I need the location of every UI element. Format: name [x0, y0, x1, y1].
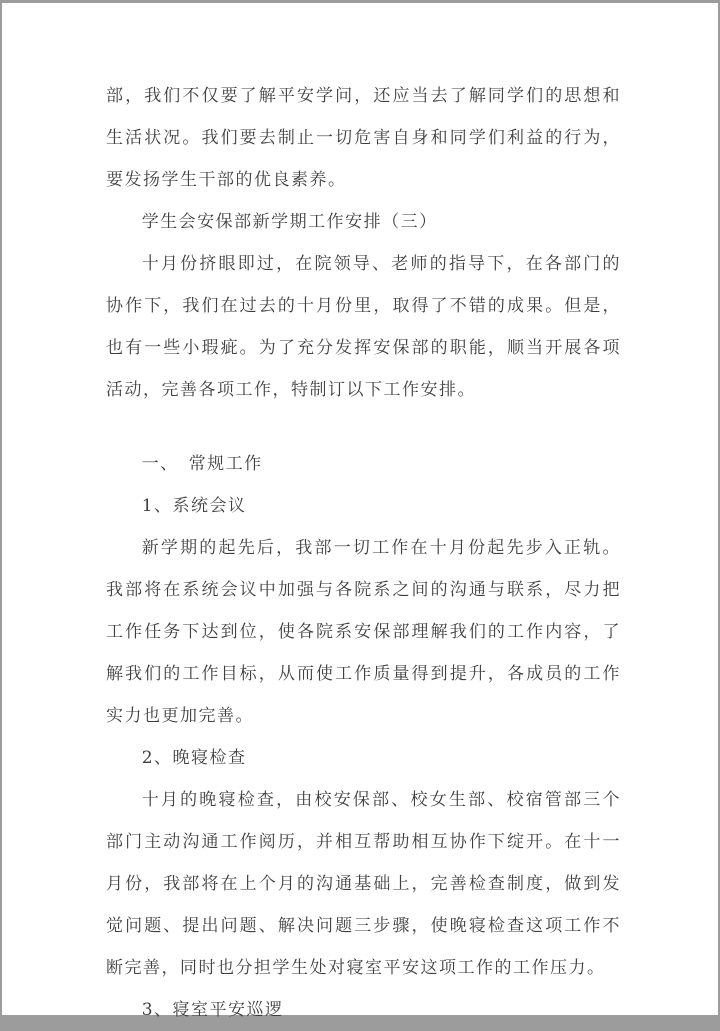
section-title: 学生会安保部新学期工作安排（三）: [141, 212, 438, 232]
subheading-dorm-safety-patrol: 3、寝室平安巡逻: [141, 1000, 284, 1020]
heading-regular-work: 一、 常规工作: [141, 454, 263, 474]
body-paragraph-intro: 十月份挤眼即过，在院领导、老师的指导下，在各部门的协作下，我们在过去的十月份里，取得了不错的成果。但是，也有一些小瑕疵。为了充分发挥安保部的职能，顺当开展各项活动，完善各项工作，特制订以下工作安排。: [106, 254, 621, 400]
subheading-night-dorm-check: 2、晚寝检查: [141, 748, 247, 768]
subheading-system-meeting: 1、系统会议: [141, 496, 247, 516]
body-paragraph-system-meeting: 新学期的起先后，我部一切工作在十月份起先步入正轨。我部将在系统会议中加强与各院系之间的沟通与联系，尽力把工作任务下达到位，使各院系安保部理解我们的工作内容，了解我们的工作目标，从而使工作质量得到提升，各成员的工作实力也更加完善。: [106, 538, 621, 726]
body-paragraph-continuation: 部，我们不仅要了解平安学问，还应当去了解同学们的思想和生活状况。我们要去制止一切危害自身和同学们利益的行为，要发扬学生干部的优良素养。: [106, 86, 621, 190]
document-page: [2, 3, 718, 1020]
body-paragraph-night-dorm-check: 十月的晚寝检查，由校安保部、校女生部、校宿管部三个部门主动沟通工作阅历，并相互帮助相互协作下绽开。在十一月份，我部将在上个月的沟通基础上，完善检查制度，做到发觉问题、提出问题、解决问题三步骤，使晚寝检查这项工作不断完善，同时也分担学生处对寝室平安这项工作的工作压力。: [106, 790, 621, 978]
paragraph-spacer: [106, 411, 621, 443]
